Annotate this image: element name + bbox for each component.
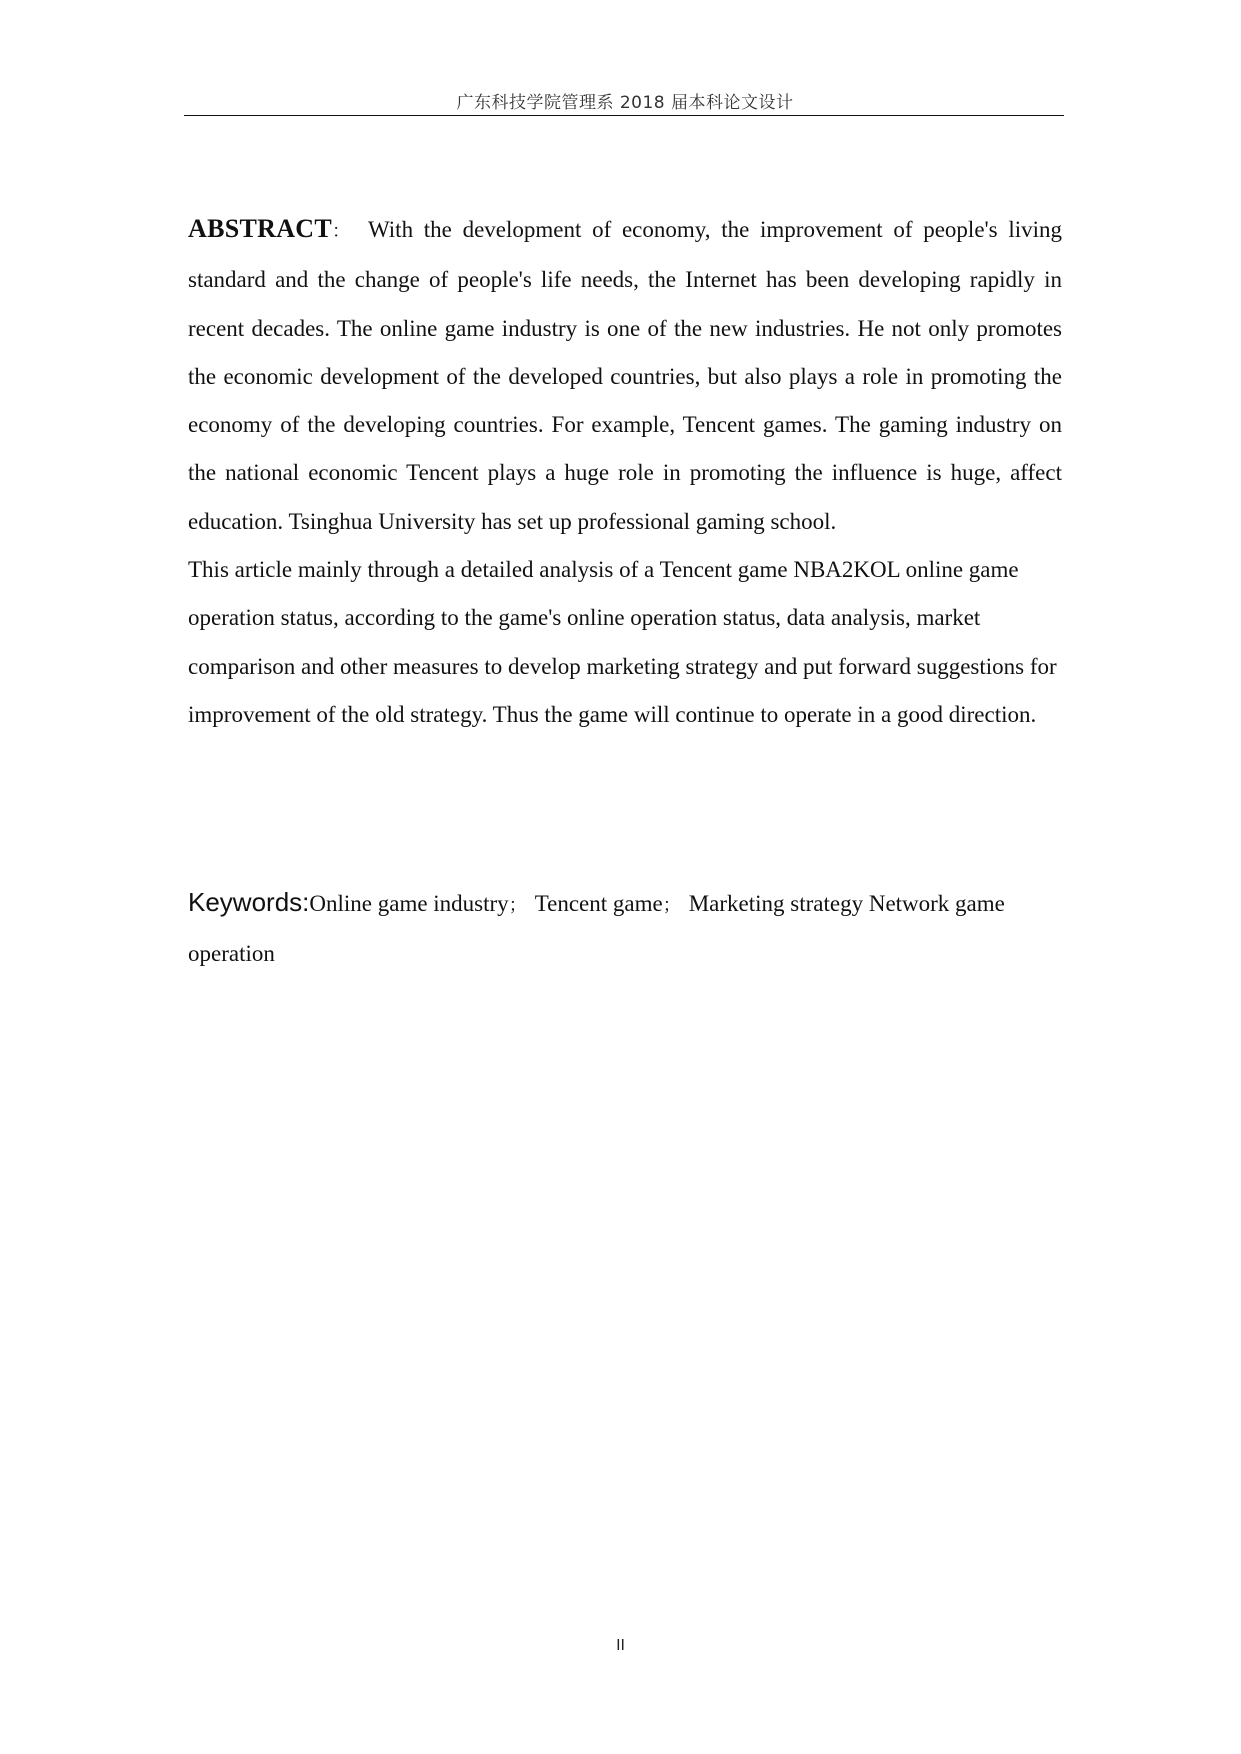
keywords-section	[188, 878, 1062, 979]
abstract-section	[188, 205, 1062, 739]
keyword-separator: ；	[508, 895, 527, 916]
keyword-separator: ；	[662, 895, 681, 916]
keyword-item: Online game industry	[309, 891, 509, 916]
keyword-item: Tencent game	[534, 891, 663, 916]
running-header: 广东科技学院管理系 2018 届本科论文设计	[456, 93, 794, 113]
keyword-item: Marketing strategy Network game operation	[188, 891, 1005, 967]
abstract-paragraph-1	[188, 205, 1062, 546]
abstract-paragraph-1-text: With the development of economy, the improvement of people's living standard and the change of people's life needs, the Internet has been developing rapidly in recent decades. The online game industry is one of the new industries. He not only promotes the economic development of the developed countries, but also plays a role in promoting the economy of the developing countries. For example, Tencent games. The gaming industry on the national economic Tencent plays a huge role in promoting the influence is huge, affect education. Tsinghua University has set up professional gaming school.	[188, 217, 1062, 534]
page-number: II	[616, 1636, 625, 1654]
abstract-paragraph-2: This article mainly through a detailed analysis of a Tencent game NBA2KOL online game operation status, according to the game's online operation status, data analysis, market comparison and other measures to develop marketing strategy and put forward suggestions for improvement of the old strategy. Thus the game will continue to operate in a good direction.	[188, 557, 1057, 727]
abstract-colon: ：	[332, 221, 350, 242]
keywords-label: Keywords:	[188, 887, 310, 917]
header-rule	[184, 115, 1064, 116]
abstract-heading: ABSTRACT	[188, 214, 332, 243]
